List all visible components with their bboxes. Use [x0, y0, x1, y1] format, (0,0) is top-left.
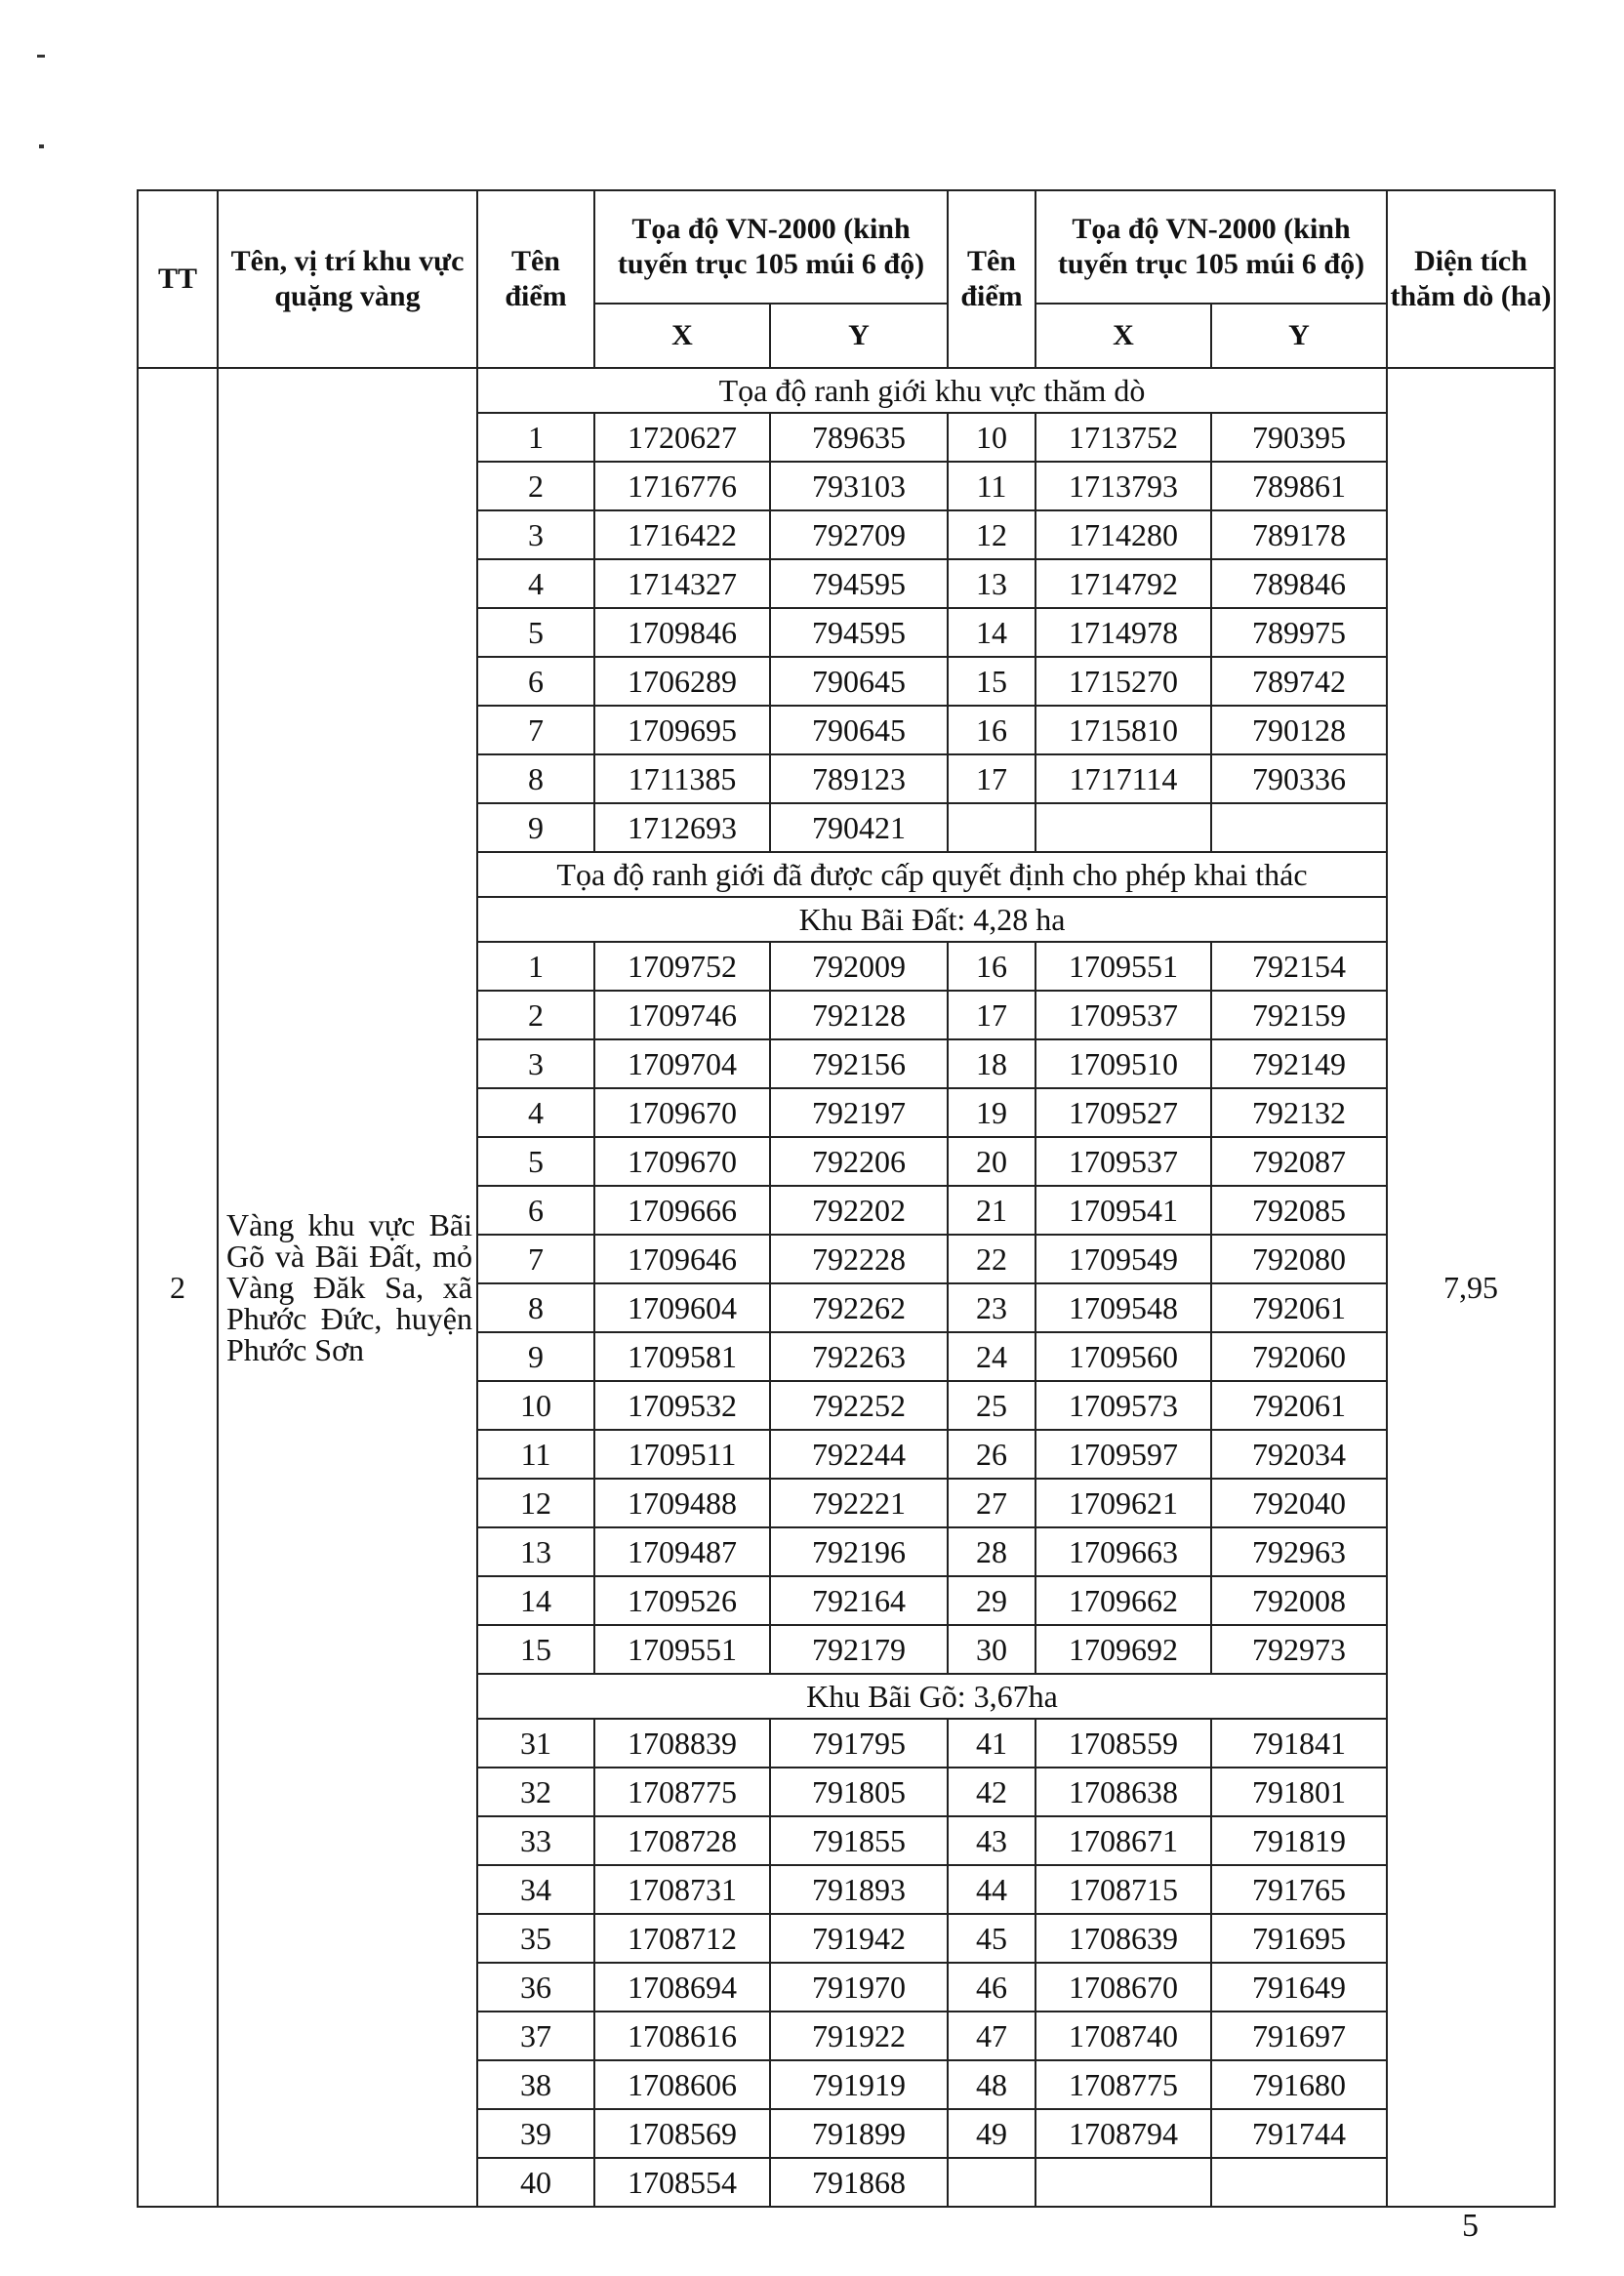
x-left: 1709704 — [594, 1039, 770, 1088]
x-left: 1716776 — [594, 462, 770, 510]
section-title: Khu Bãi Đất: 4,28 ha — [477, 897, 1387, 942]
x-right: 1709692 — [1035, 1625, 1211, 1674]
x-right: 1709549 — [1035, 1235, 1211, 1283]
point-name-left: 11 — [477, 1430, 594, 1479]
x-right: 1714792 — [1035, 559, 1211, 608]
point-name-left: 12 — [477, 1479, 594, 1527]
y-left: 791893 — [770, 1865, 948, 1914]
y-right: 791765 — [1211, 1865, 1387, 1914]
y-right: 791697 — [1211, 2012, 1387, 2060]
y-left: 791899 — [770, 2109, 948, 2158]
y-left: 792156 — [770, 1039, 948, 1088]
table-body — [138, 368, 1555, 2207]
y-left: 792709 — [770, 510, 948, 559]
x-right: 1708740 — [1035, 2012, 1211, 2060]
y-right: 789861 — [1211, 462, 1387, 510]
x-right: 1715810 — [1035, 706, 1211, 754]
y-right: 791841 — [1211, 1719, 1387, 1768]
point-name-left: 6 — [477, 1186, 594, 1235]
point-name-right: 14 — [948, 608, 1035, 657]
x-right: 1709597 — [1035, 1430, 1211, 1479]
point-name-right: 42 — [948, 1768, 1035, 1816]
y-left: 792202 — [770, 1186, 948, 1235]
x-left: 1708712 — [594, 1914, 770, 1963]
point-name-left: 33 — [477, 1816, 594, 1865]
point-name-right: 19 — [948, 1088, 1035, 1137]
point-name-left: 2 — [477, 462, 594, 510]
point-name-left: 1 — [477, 942, 594, 991]
point-name-right: 30 — [948, 1625, 1035, 1674]
x-left: 1709487 — [594, 1527, 770, 1576]
record-tt: 2 — [138, 368, 218, 2207]
header-coord-system-left: Tọa độ VN-2000 (kinh tuyến trục 105 múi 6 độ) — [594, 190, 948, 304]
y-left: 791855 — [770, 1816, 948, 1865]
x-right: 1709662 — [1035, 1576, 1211, 1625]
section-title: Khu Bãi Gõ: 3,67ha — [477, 1674, 1387, 1719]
point-name-right: 17 — [948, 991, 1035, 1039]
y-right: 791801 — [1211, 1768, 1387, 1816]
y-left: 792252 — [770, 1381, 948, 1430]
x-left: 1709604 — [594, 1283, 770, 1332]
x-right: 1715270 — [1035, 657, 1211, 706]
y-right: 792087 — [1211, 1137, 1387, 1186]
y-left: 792128 — [770, 991, 948, 1039]
point-name-right: 23 — [948, 1283, 1035, 1332]
y-right: 790128 — [1211, 706, 1387, 754]
x-left: 1708728 — [594, 1816, 770, 1865]
point-name-left: 36 — [477, 1963, 594, 2012]
point-name-left: 35 — [477, 1914, 594, 1963]
x-right: 1709510 — [1035, 1039, 1211, 1088]
y-left: 791922 — [770, 2012, 948, 2060]
y-left: 792196 — [770, 1527, 948, 1576]
point-name-right: 15 — [948, 657, 1035, 706]
y-right: 792060 — [1211, 1332, 1387, 1381]
x-left: 1708616 — [594, 2012, 770, 2060]
scan-speck — [37, 55, 45, 58]
y-right: 792008 — [1211, 1576, 1387, 1625]
x-right: 1708715 — [1035, 1865, 1211, 1914]
x-right: 1708638 — [1035, 1768, 1211, 1816]
x-right: 1714978 — [1035, 608, 1211, 657]
x-right: 1717114 — [1035, 754, 1211, 803]
y-left: 792164 — [770, 1576, 948, 1625]
x-right: 1709537 — [1035, 991, 1211, 1039]
x-right — [1035, 2158, 1211, 2207]
y-left: 792221 — [770, 1479, 948, 1527]
header-y-right: Y — [1211, 304, 1387, 368]
y-right: 792149 — [1211, 1039, 1387, 1088]
point-name-left: 2 — [477, 991, 594, 1039]
x-right: 1709551 — [1035, 942, 1211, 991]
y-left: 792009 — [770, 942, 948, 991]
record-exploration-area: 7,95 — [1387, 368, 1555, 2207]
point-name-left: 13 — [477, 1527, 594, 1576]
point-name-right: 47 — [948, 2012, 1035, 2060]
y-right: 791649 — [1211, 1963, 1387, 2012]
point-name-right — [948, 803, 1035, 852]
y-left: 791970 — [770, 1963, 948, 2012]
point-name-right: 49 — [948, 2109, 1035, 2158]
point-name-right: 43 — [948, 1816, 1035, 1865]
x-left: 1708606 — [594, 2060, 770, 2109]
y-left: 789123 — [770, 754, 948, 803]
y-right: 789742 — [1211, 657, 1387, 706]
x-left: 1709695 — [594, 706, 770, 754]
point-name-right: 46 — [948, 1963, 1035, 2012]
y-left: 794595 — [770, 608, 948, 657]
point-name-left: 8 — [477, 754, 594, 803]
point-name-left: 7 — [477, 706, 594, 754]
y-right: 792061 — [1211, 1283, 1387, 1332]
point-name-left: 31 — [477, 1719, 594, 1768]
y-left: 791942 — [770, 1914, 948, 1963]
coordinate-table — [137, 189, 1556, 2208]
point-name-left: 8 — [477, 1283, 594, 1332]
point-name-left: 14 — [477, 1576, 594, 1625]
y-left: 792228 — [770, 1235, 948, 1283]
point-name-right: 26 — [948, 1430, 1035, 1479]
x-right: 1709621 — [1035, 1479, 1211, 1527]
header-y-left: Y — [770, 304, 948, 368]
y-right: 789846 — [1211, 559, 1387, 608]
section-title: Tọa độ ranh giới đã được cấp quyết định cho phép khai thác — [477, 852, 1387, 897]
y-right: 792963 — [1211, 1527, 1387, 1576]
x-left: 1706289 — [594, 657, 770, 706]
x-left: 1709666 — [594, 1186, 770, 1235]
point-name-left: 32 — [477, 1768, 594, 1816]
x-right: 1709663 — [1035, 1527, 1211, 1576]
y-right: 791819 — [1211, 1816, 1387, 1865]
x-left: 1708694 — [594, 1963, 770, 2012]
x-left: 1709526 — [594, 1576, 770, 1625]
x-left: 1709532 — [594, 1381, 770, 1430]
y-right: 790336 — [1211, 754, 1387, 803]
y-right: 789178 — [1211, 510, 1387, 559]
y-right: 791695 — [1211, 1914, 1387, 1963]
section-title: Tọa độ ranh giới khu vực thăm dò — [477, 368, 1387, 413]
y-right: 792040 — [1211, 1479, 1387, 1527]
y-right: 792132 — [1211, 1088, 1387, 1137]
point-name-right: 21 — [948, 1186, 1035, 1235]
y-right: 792085 — [1211, 1186, 1387, 1235]
point-name-right — [948, 2158, 1035, 2207]
header-point-name-right: Tên điểm — [948, 190, 1035, 368]
x-left: 1709752 — [594, 942, 770, 991]
header-point-name-left: Tên điểm — [477, 190, 594, 368]
point-name-left: 6 — [477, 657, 594, 706]
point-name-right: 16 — [948, 706, 1035, 754]
point-name-left: 1 — [477, 413, 594, 462]
y-left: 792244 — [770, 1430, 948, 1479]
point-name-right: 27 — [948, 1479, 1035, 1527]
point-name-right: 29 — [948, 1576, 1035, 1625]
y-left: 789635 — [770, 413, 948, 462]
header-area-name: Tên, vị trí khu vực quặng vàng — [218, 190, 477, 368]
y-left: 790645 — [770, 706, 948, 754]
scan-speck — [39, 144, 44, 148]
x-left: 1709746 — [594, 991, 770, 1039]
page-number: 5 — [1462, 2208, 1479, 2244]
point-name-left: 4 — [477, 559, 594, 608]
x-left: 1708775 — [594, 1768, 770, 1816]
y-left: 792179 — [770, 1625, 948, 1674]
point-name-left: 9 — [477, 1332, 594, 1381]
x-right: 1709537 — [1035, 1137, 1211, 1186]
point-name-right: 44 — [948, 1865, 1035, 1914]
point-name-left: 34 — [477, 1865, 594, 1914]
y-left: 792262 — [770, 1283, 948, 1332]
x-left: 1709551 — [594, 1625, 770, 1674]
point-name-left: 5 — [477, 608, 594, 657]
point-name-right: 10 — [948, 413, 1035, 462]
y-left: 791805 — [770, 1768, 948, 1816]
y-right: 791744 — [1211, 2109, 1387, 2158]
header-x-right: X — [1035, 304, 1211, 368]
point-name-left: 4 — [477, 1088, 594, 1137]
y-right — [1211, 2158, 1387, 2207]
y-right: 792973 — [1211, 1625, 1387, 1674]
y-right: 792159 — [1211, 991, 1387, 1039]
y-right: 792061 — [1211, 1381, 1387, 1430]
point-name-right: 12 — [948, 510, 1035, 559]
x-right: 1709573 — [1035, 1381, 1211, 1430]
y-right: 789975 — [1211, 608, 1387, 657]
point-name-left: 40 — [477, 2158, 594, 2207]
point-name-right: 25 — [948, 1381, 1035, 1430]
x-right: 1708671 — [1035, 1816, 1211, 1865]
header-exploration-area: Diện tích thăm dò (ha) — [1387, 190, 1555, 368]
y-right: 792154 — [1211, 942, 1387, 991]
y-right — [1211, 803, 1387, 852]
y-left: 791919 — [770, 2060, 948, 2109]
x-right: 1708639 — [1035, 1914, 1211, 1963]
point-name-right: 45 — [948, 1914, 1035, 1963]
point-name-left: 39 — [477, 2109, 594, 2158]
y-left: 791868 — [770, 2158, 948, 2207]
x-left: 1709846 — [594, 608, 770, 657]
x-right: 1708794 — [1035, 2109, 1211, 2158]
y-left: 793103 — [770, 462, 948, 510]
x-left: 1708569 — [594, 2109, 770, 2158]
point-name-right: 13 — [948, 559, 1035, 608]
x-right: 1714280 — [1035, 510, 1211, 559]
point-name-right: 28 — [948, 1527, 1035, 1576]
point-name-right: 17 — [948, 754, 1035, 803]
point-name-left: 9 — [477, 803, 594, 852]
point-name-right: 18 — [948, 1039, 1035, 1088]
x-left: 1711385 — [594, 754, 770, 803]
y-left: 792197 — [770, 1088, 948, 1137]
x-left: 1709511 — [594, 1430, 770, 1479]
x-left: 1708554 — [594, 2158, 770, 2207]
x-right — [1035, 803, 1211, 852]
x-left: 1714327 — [594, 559, 770, 608]
x-right: 1708670 — [1035, 1963, 1211, 2012]
y-left: 792206 — [770, 1137, 948, 1186]
y-left: 790645 — [770, 657, 948, 706]
header-x-left: X — [594, 304, 770, 368]
y-right: 792080 — [1211, 1235, 1387, 1283]
x-left: 1709646 — [594, 1235, 770, 1283]
x-left: 1708731 — [594, 1865, 770, 1914]
x-right: 1713752 — [1035, 413, 1211, 462]
y-right: 792034 — [1211, 1430, 1387, 1479]
point-name-left: 37 — [477, 2012, 594, 2060]
x-left: 1709670 — [594, 1137, 770, 1186]
x-left: 1709488 — [594, 1479, 770, 1527]
x-left: 1720627 — [594, 413, 770, 462]
point-name-right: 11 — [948, 462, 1035, 510]
x-right: 1708559 — [1035, 1719, 1211, 1768]
point-name-left: 3 — [477, 510, 594, 559]
y-left: 791795 — [770, 1719, 948, 1768]
x-right: 1708775 — [1035, 2060, 1211, 2109]
header-tt: TT — [138, 190, 218, 368]
point-name-right: 20 — [948, 1137, 1035, 1186]
x-left: 1709670 — [594, 1088, 770, 1137]
point-name-right: 48 — [948, 2060, 1035, 2109]
x-right: 1709527 — [1035, 1088, 1211, 1137]
point-name-left: 5 — [477, 1137, 594, 1186]
x-left: 1712693 — [594, 803, 770, 852]
point-name-left: 10 — [477, 1381, 594, 1430]
record-area-name: Vàng khu vực Bãi Gõ và Bãi Đất, mỏ Vàng Đăk Sa, xã Phước Đức, huyện Phước Sơn — [218, 368, 477, 2207]
y-left: 790421 — [770, 803, 948, 852]
y-right: 791680 — [1211, 2060, 1387, 2109]
x-left: 1716422 — [594, 510, 770, 559]
x-right: 1709560 — [1035, 1332, 1211, 1381]
point-name-right: 22 — [948, 1235, 1035, 1283]
point-name-right: 41 — [948, 1719, 1035, 1768]
section-row — [138, 368, 1555, 413]
x-right: 1709541 — [1035, 1186, 1211, 1235]
x-right: 1709548 — [1035, 1283, 1211, 1332]
y-left: 794595 — [770, 559, 948, 608]
x-right: 1713793 — [1035, 462, 1211, 510]
point-name-left: 15 — [477, 1625, 594, 1674]
x-left: 1709581 — [594, 1332, 770, 1381]
x-left: 1708839 — [594, 1719, 770, 1768]
y-left: 792263 — [770, 1332, 948, 1381]
point-name-right: 24 — [948, 1332, 1035, 1381]
point-name-right: 16 — [948, 942, 1035, 991]
point-name-left: 7 — [477, 1235, 594, 1283]
point-name-left: 3 — [477, 1039, 594, 1088]
y-right: 790395 — [1211, 413, 1387, 462]
point-name-left: 38 — [477, 2060, 594, 2109]
header-coord-system-right: Tọa độ VN-2000 (kinh tuyến trục 105 múi 6 độ) — [1035, 190, 1387, 304]
